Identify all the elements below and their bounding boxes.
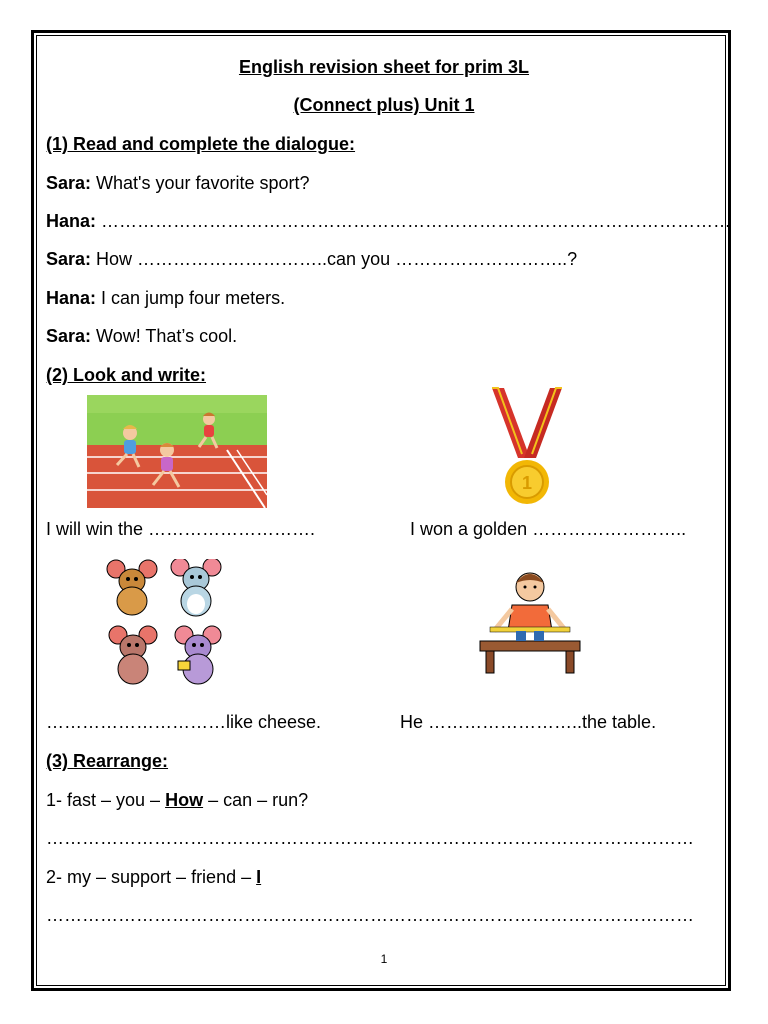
rearrange-item (46, 789, 308, 811)
speaker: Sara: (46, 249, 92, 269)
worksheet-title: English revision sheet for prim 3L (238, 57, 530, 77)
dialogue-text: How …………………………..can you ………………………..? (91, 249, 578, 269)
mice-icon (104, 559, 228, 689)
rearrange-words: – can – run? (203, 790, 309, 810)
section2-heading: (2) Look and write: (46, 365, 207, 385)
dialogue-line (46, 210, 731, 232)
section1-heading: (1) Read and complete the dialogue: (46, 134, 356, 154)
rearrange-keyword: How (165, 790, 204, 810)
dialogue-line (46, 248, 577, 270)
medal-icon (486, 386, 568, 508)
race-icon (87, 395, 267, 508)
speaker: Sara: (46, 173, 92, 193)
rearrange-item (46, 866, 261, 888)
dialogue-line (46, 325, 237, 347)
rearrange-words: 2- my – support – friend – (46, 867, 257, 887)
dialogue-text: I can jump four meters. (96, 288, 286, 308)
svg-text:1: 1 (521, 473, 533, 493)
caption-race: I will win the ………………………. (46, 519, 316, 539)
rearrange-keyword: I (256, 867, 262, 887)
caption-mice: …………………………like cheese. (46, 712, 322, 732)
caption-table: He ……………………..the table. (400, 712, 657, 732)
answer-line: ……………………………………………………………………………………………… (46, 905, 694, 925)
boy-measuring-table-icon (476, 569, 584, 675)
worksheet-subtitle: (Connect plus) Unit 1 (293, 95, 475, 115)
dialogue-text: Wow! That’s cool. (91, 326, 238, 346)
section3-heading: (3) Rearrange: (46, 751, 169, 771)
caption-medal: I won a golden …………………….. (410, 519, 687, 539)
speaker: Sara: (46, 326, 92, 346)
page-number: 1 (380, 952, 388, 966)
speaker: Hana: (46, 288, 97, 308)
dialogue-line (46, 172, 310, 194)
dialogue-text: What's your favorite sport? (91, 173, 310, 193)
rearrange-words: 1- fast – you – (46, 790, 166, 810)
speaker: Hana: (46, 211, 97, 231)
answer-line: ……………………………………………………………………………………………… (46, 828, 694, 848)
dialogue-text: …………………………………………………………………………………………… (96, 211, 732, 231)
dialogue-line (46, 287, 285, 309)
